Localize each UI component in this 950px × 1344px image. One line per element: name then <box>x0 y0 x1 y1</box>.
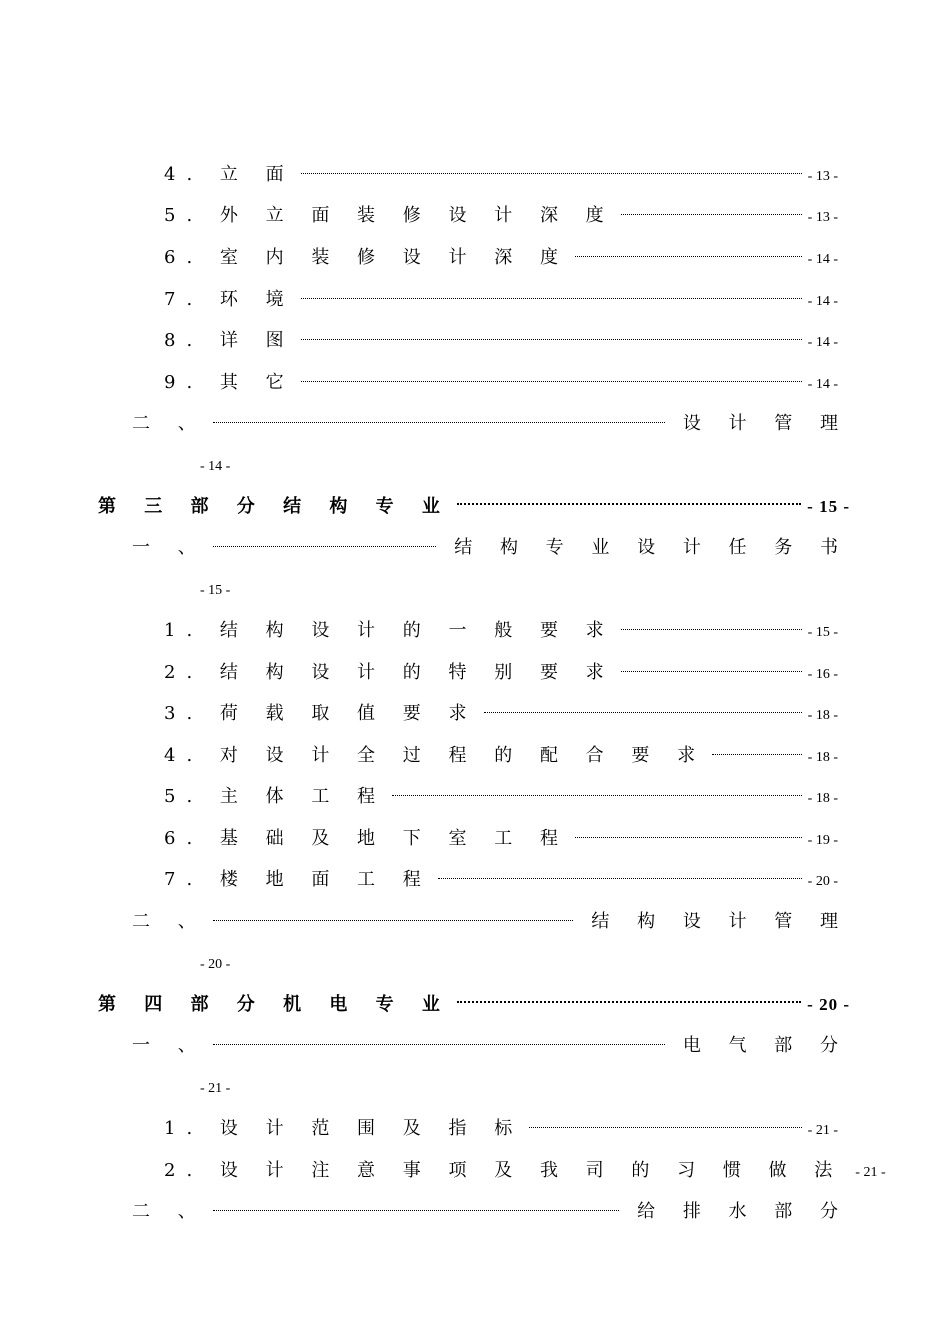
toc-part-entry[interactable] <box>98 492 850 522</box>
toc-page-number: - 21 - <box>807 1123 838 1138</box>
toc-page-number: - 14 - <box>807 377 838 392</box>
toc-page-number: - 20 - <box>807 874 838 889</box>
toc-entry-title: 二 、 <box>132 911 207 932</box>
dot-leader <box>575 256 802 257</box>
toc-page-number: - 15 - <box>807 625 838 640</box>
dot-leader <box>457 503 801 505</box>
toc-entry-title-continued: 结 构 设 计 管 理 <box>591 911 849 932</box>
dot-leader <box>213 1210 619 1211</box>
toc-entry-title: 2. 设 计 注 意 事 项 及 我 司 的 习 惯 做 法 <box>164 1160 844 1181</box>
toc-entry-title: 7. 楼 地 面 工 程 <box>164 869 432 890</box>
toc-page-number: - 14 - <box>807 294 838 309</box>
dot-leader <box>301 298 802 299</box>
toc-entry[interactable] <box>164 658 838 688</box>
toc-entry[interactable] <box>164 616 838 646</box>
toc-entry[interactable] <box>164 326 838 356</box>
toc-entry[interactable] <box>164 782 838 812</box>
toc-page-number: - 20 - <box>200 957 231 972</box>
dot-leader <box>438 878 802 879</box>
toc-entry[interactable] <box>164 741 838 771</box>
toc-part-entry[interactable] <box>98 990 850 1020</box>
dot-leader <box>621 629 802 630</box>
dot-leader <box>621 214 802 215</box>
toc-entry[interactable] <box>132 907 849 937</box>
toc-page-number: - 15 - <box>807 497 850 516</box>
toc-page-number: - 14 - <box>200 459 231 474</box>
toc-page-number: - 18 - <box>807 750 838 765</box>
toc-entry[interactable] <box>164 865 838 895</box>
toc-page-number: - 16 - <box>807 667 838 682</box>
toc-page-number: - 19 - <box>807 833 838 848</box>
toc-page-number: - 14 - <box>807 335 838 350</box>
dot-leader <box>621 671 802 672</box>
toc-entry-title: 4. 对 设 计 全 过 程 的 配 合 要 求 <box>164 745 707 766</box>
toc-page-number: - 18 - <box>807 708 838 723</box>
toc-entry-title-continued: 结 构 专 业 设 计 任 务 书 <box>454 537 849 558</box>
dot-leader <box>529 1127 801 1128</box>
toc-entry-title: 7. 环 境 <box>164 289 295 310</box>
toc-entry[interactable] <box>132 1031 849 1061</box>
toc-entry-title: 9. 其 它 <box>164 372 295 393</box>
toc-page-number: - 13 - <box>807 169 838 184</box>
toc-entry[interactable] <box>164 243 838 273</box>
dot-leader <box>213 422 665 423</box>
dot-leader <box>712 754 802 755</box>
toc-entry-title: 一 、 <box>132 537 207 558</box>
toc-entry-title: 1. 设 计 范 围 及 指 标 <box>164 1118 524 1139</box>
toc-entry-title: 一 、 <box>132 1035 207 1056</box>
toc-entry[interactable] <box>164 699 838 729</box>
toc-page-number: - 21 - <box>200 1081 231 1096</box>
toc-page-number: - 13 - <box>807 210 838 225</box>
toc-entry-title-continued: 给 排 水 部 分 <box>637 1201 849 1222</box>
toc-entry-title-continued: 设 计 管 理 <box>682 413 849 434</box>
toc-entry-title: 二 、 <box>132 1201 207 1222</box>
toc-page-number: - 18 - <box>807 791 838 806</box>
toc-page-number: - 14 - <box>807 252 838 267</box>
toc-entry-title: 5. 外 立 面 装 修 设 计 深 度 <box>164 205 615 226</box>
toc-entry-title-continued: 电 气 部 分 <box>682 1035 849 1056</box>
toc-part-title: 第 四 部 分 机 电 专 业 <box>98 994 451 1015</box>
toc-entry-title: 3. 荷 载 取 值 要 求 <box>164 703 478 724</box>
dot-leader <box>213 1044 665 1045</box>
toc-page-number: - 21 - <box>855 1165 886 1180</box>
toc-entry-title: 8. 详 图 <box>164 330 295 351</box>
toc-entry[interactable] <box>132 533 849 563</box>
dot-leader <box>213 920 574 921</box>
toc-part-title: 第 三 部 分 结 构 专 业 <box>98 496 451 517</box>
toc-entry-title: 5. 主 体 工 程 <box>164 786 387 807</box>
dot-leader <box>575 837 802 838</box>
dot-leader <box>213 546 436 547</box>
toc-entry-title: 二 、 <box>132 413 207 434</box>
toc-entry[interactable] <box>164 824 838 854</box>
toc-entry-title: 4. 立 面 <box>164 164 295 185</box>
toc-entry-title: 6. 基 础 及 地 下 室 工 程 <box>164 828 569 849</box>
toc-entry[interactable] <box>164 368 838 398</box>
toc-entry[interactable] <box>164 1156 886 1186</box>
toc-page-number: - 20 - <box>807 995 850 1014</box>
dot-leader <box>484 712 802 713</box>
toc-entry[interactable] <box>132 409 849 439</box>
dot-leader <box>457 1001 801 1003</box>
dot-leader <box>392 795 802 796</box>
dot-leader <box>301 339 802 340</box>
toc-page-number: - 15 - <box>200 583 231 598</box>
dot-leader <box>301 381 802 382</box>
toc-entry-title: 1. 结 构 设 计 的 一 般 要 求 <box>164 620 615 641</box>
toc-entry[interactable] <box>164 1114 838 1144</box>
toc-entry-title: 2. 结 构 设 计 的 特 别 要 求 <box>164 662 615 683</box>
toc-entry[interactable] <box>132 1197 849 1227</box>
toc-entry-title: 6. 室 内 装 修 设 计 深 度 <box>164 247 569 268</box>
toc-entry[interactable] <box>164 285 838 315</box>
toc-entry[interactable] <box>164 201 838 231</box>
dot-leader <box>301 173 802 174</box>
toc-entry[interactable] <box>164 160 838 190</box>
